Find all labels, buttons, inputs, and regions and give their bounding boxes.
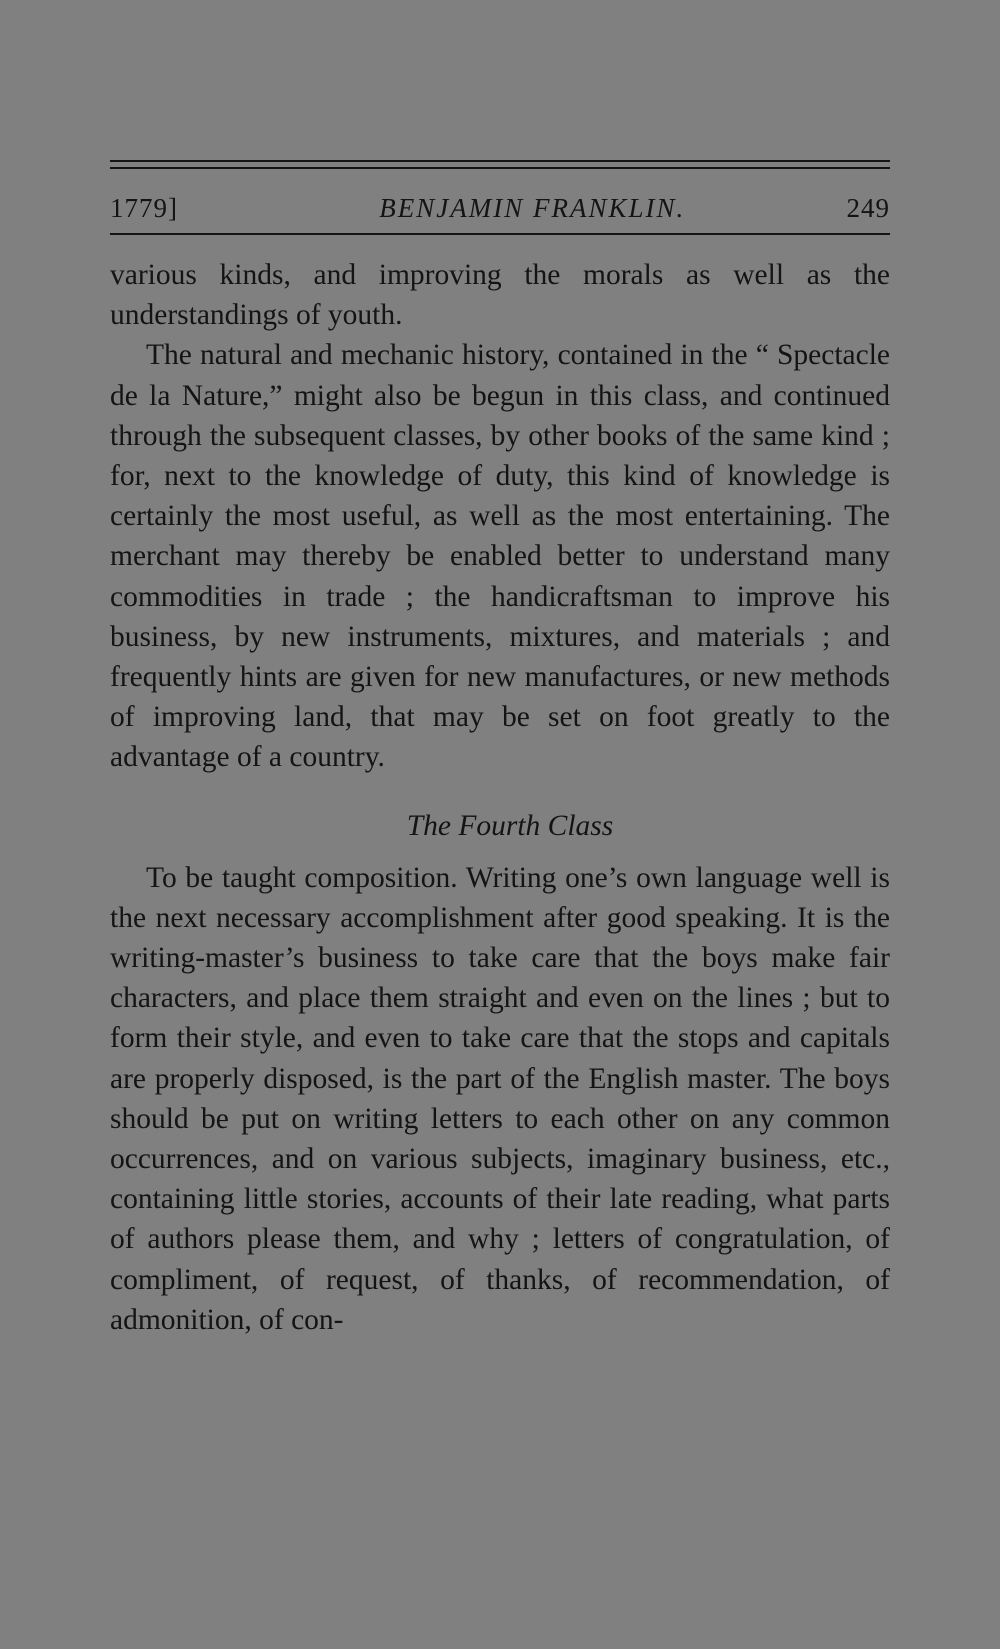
paragraph: The natural and mechanic history, contained in the “ Spectacle de la Nature,” might also be begun in this class, and continued through the subsequent classes, by other books of the same kind ; for, next to the knowledge of duty, this kind of knowledge is certainly the most useful, as well as the most entertaining. The merchant may thereby be enabled better to understand many commodities in trade ; the handicraftsman to improve his business, by new instruments, mixtures, and materials ; and frequently hints are given for new manufactures, or new methods of improving land, that may be set on foot greatly to the advantage of a country.: [110, 339, 890, 774]
paragraph: various kinds, and improving the morals as well as the understandings of youth.: [110, 259, 890, 332]
body-text: [110, 255, 890, 1340]
page-number: 249: [846, 193, 890, 223]
header-title: BENJAMIN FRANKLIN.: [379, 193, 686, 223]
section-heading: The Fourth Class: [406, 809, 614, 842]
paragraph: To be taught composition. Writing one’s own language well is the next necessary accomplishment after good speaking. It is the writing-master’s business to take care that the boys make fair characters, and place them straight and even on the lines ; but to form their style, and even to take care that the stops and capitals are properly disposed, is the part of the English master. The boys should be put on writing letters to each other on any common occurrences, and on various subjects, imaginary business, etc., containing little stories, accounts of their late reading, what parts of authors please them, and why ; letters of congratulation, of compliment, of request, of thanks, of recommendation, of admonition, of con-: [110, 861, 890, 1336]
book-page: [110, 160, 890, 1340]
running-header: [110, 191, 890, 225]
header-rule: [110, 233, 890, 235]
top-double-rule: [110, 160, 890, 169]
header-year: 1779]: [110, 193, 178, 223]
